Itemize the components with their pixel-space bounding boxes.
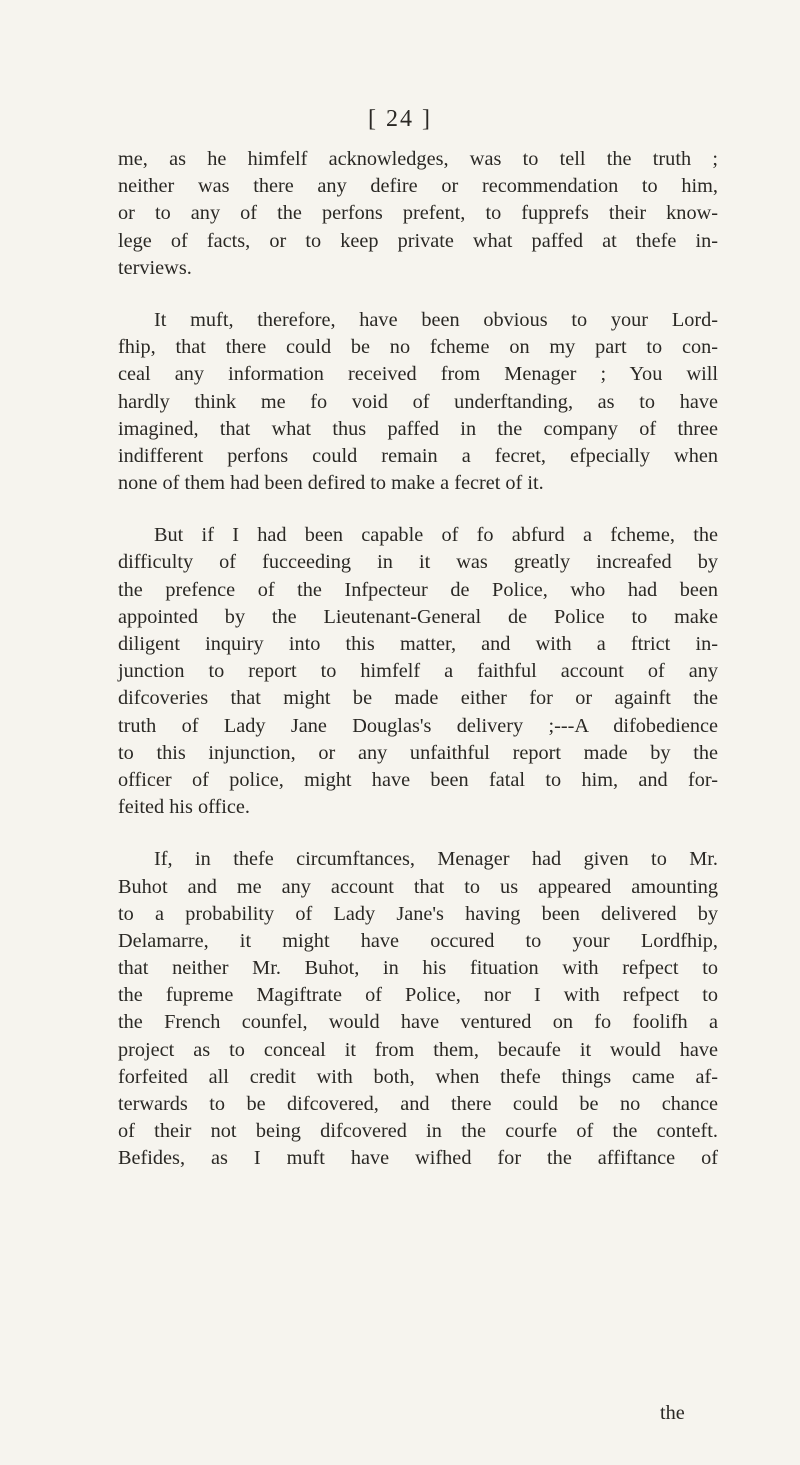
page-number: [ 24 ]: [368, 106, 432, 132]
text-line: imagined, that what thus paffed in the company of three: [118, 417, 718, 440]
text-line: none of them had been defired to make a fecret of it.: [118, 472, 544, 495]
text-line: hardly think me fo void of underftanding, as to have: [118, 390, 718, 413]
text-line: to a probability of Lady Jane's having been delivered by: [118, 902, 718, 925]
text-line: me, as he himfelf acknowledges, was to tell the truth ;: [118, 148, 718, 170]
text-line: difcoveries that might be made either for or againft the: [118, 687, 718, 710]
text-line: Buhot and me any account that to us appeared amounting: [118, 875, 718, 898]
text-line: If, in thefe circumftances, Menager had given to Mr.: [154, 848, 718, 871]
paragraph: [118, 146, 718, 282]
text-line: feited his office.: [118, 796, 250, 819]
text-line: terwards to be difcovered, and there could be no chance: [118, 1093, 718, 1115]
text-line: diligent inquiry into this matter, and with a ftrict in-: [118, 633, 718, 655]
text-line: terviews.: [118, 256, 192, 279]
text-line: fhip, that there could be no fcheme on my part to con-: [118, 336, 718, 359]
text-line: the prefence of the Infpecteur de Police, who had been: [118, 578, 718, 601]
text-line: But if I had been capable of fo abfurd a fcheme, the: [154, 524, 718, 547]
text-line: the French counfel, would have ventured on fo foolifh a: [118, 1011, 718, 1034]
paragraph: [118, 522, 718, 821]
text-line: the fupreme Magiftrate of Police, nor I with refpect to: [118, 984, 718, 1007]
text-line: truth of Lady Jane Douglas's delivery ;---A difobedience: [118, 714, 718, 737]
text-line: or to any of the perfons prefent, to fupprefs their know-: [118, 202, 718, 225]
text-line: Befides, as I muft have wifhed for the affiftance of: [118, 1147, 718, 1170]
text-line: of their not being difcovered in the courfe of the conteft.: [118, 1120, 718, 1143]
text-line: to this injunction, or any unfaithful report made by the: [118, 741, 718, 764]
text-line: lege of facts, or to keep private what paffed at thefe in-: [118, 229, 718, 252]
text-line: difficulty of fucceeding in it was greatly increafed by: [118, 551, 718, 574]
text-line: Delamarre, it might have occured to your Lordfhip,: [118, 929, 718, 952]
paragraph: [118, 846, 718, 1172]
text-line: that neither Mr. Buhot, in his fituation with refpect to: [118, 957, 718, 980]
catchword: the: [660, 1402, 685, 1424]
text-line: officer of police, might have been fatal to him, and for-: [118, 768, 718, 791]
text-line: neither was there any defire or recommendation to him,: [118, 175, 718, 198]
paragraph: [118, 307, 718, 497]
body-text: [118, 146, 718, 1173]
text-line: It muft, therefore, have been obvious to your Lord-: [154, 308, 718, 331]
text-line: project as to conceal it from them, becaufe it would have: [118, 1038, 718, 1061]
text-line: junction to report to himfelf a faithful account of any: [118, 660, 718, 683]
text-line: forfeited all credit with both, when thefe things came af-: [118, 1065, 718, 1088]
text-line: ceal any information received from Menager ; You will: [118, 363, 718, 386]
text-line: appointed by the Lieutenant-General de Police to make: [118, 605, 718, 628]
text-line: indifferent perfons could remain a fecret, efpecially when: [118, 444, 718, 467]
